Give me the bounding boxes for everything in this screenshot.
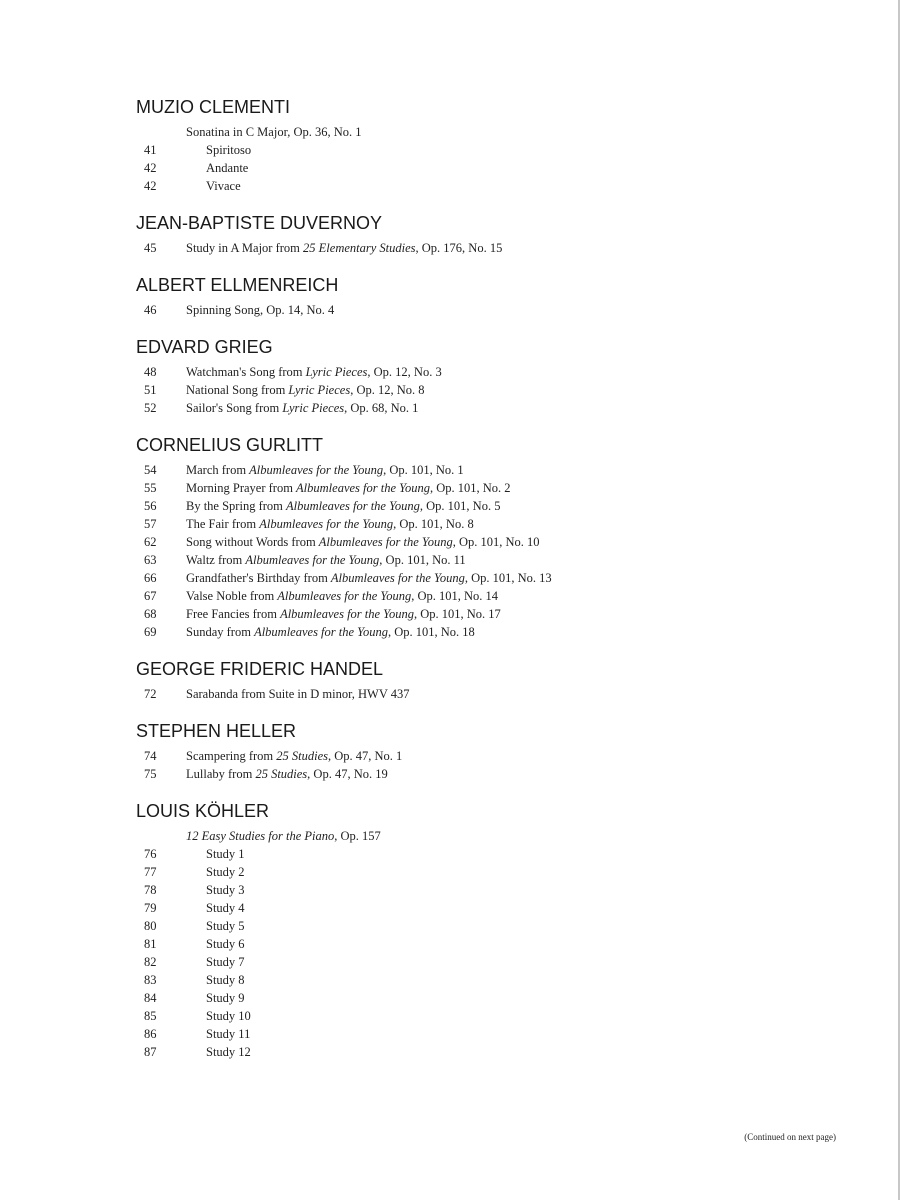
piece-title [206,953,245,971]
page-number: 79 [144,901,157,915]
composer-heading: ALBERT ELLMENREICH [136,275,339,295]
toc-entry [136,1007,856,1025]
title-text: , Op. 68, No. 1 [344,401,419,415]
toc-entry [136,1025,856,1043]
title-text: , Op. 101, No. 2 [429,481,511,495]
work-title-italic: 25 Studies [276,749,328,763]
piece-title [186,827,381,845]
composer-heading: EDVARD GRIEG [136,337,273,357]
page-number: 81 [144,937,157,951]
title-text: , Op. 101, No. 5 [419,499,501,513]
title-text: Spiritoso [206,143,252,157]
toc-entry [136,917,856,935]
toc-entry [136,899,856,917]
page-number: 57 [144,517,157,531]
page-number: 75 [144,767,157,781]
page-number: 76 [144,847,157,861]
title-text: Sarabanda from Suite in D minor, HWV 437 [186,687,410,701]
piece-title [186,685,410,703]
piece-title [186,363,442,381]
page-number: 63 [144,553,157,567]
title-text: Valse Noble from [186,589,278,603]
piece-title [206,845,245,863]
title-text: , Op. 101, No. 1 [383,463,464,477]
title-text: Morning Prayer from [186,481,297,495]
toc-entry [136,881,856,899]
page-number: 68 [144,607,157,621]
page-number: 55 [144,481,157,495]
toc-entry [136,497,856,515]
page-number: 74 [144,749,157,763]
title-text: , Op. 101, No. 8 [393,517,474,531]
title-text: Lullaby from [186,767,256,781]
piece-title [206,899,245,917]
title-text: , Op. 101, No. 11 [379,553,466,567]
toc-entry [136,461,856,479]
piece-title [186,497,500,515]
piece-title [206,1025,250,1043]
page-number: 86 [144,1027,157,1041]
title-text: , Op. 12, No. 3 [367,365,442,379]
page-number: 66 [144,571,157,585]
composer-heading: GEORGE FRIDERIC HANDEL [136,659,384,679]
composer-section [136,212,856,257]
toc-entry [136,747,856,765]
title-text: Study 2 [206,865,245,879]
title-text: Study 11 [206,1027,251,1041]
title-text: Study 9 [206,991,245,1005]
page-number: 78 [144,883,157,897]
piece-title [186,461,464,479]
piece-title [186,399,418,417]
title-text: , Op. 157 [334,829,381,843]
piece-title [186,123,362,141]
work-title-italic: Albumleaves for the Young [296,481,430,495]
title-text: Sonatina in C Major, Op. 36, No. 1 [186,125,362,139]
toc-entry [136,515,856,533]
continued-note: (Continued on next page) [744,1132,836,1142]
page-number: 84 [144,991,157,1005]
page-number: 46 [144,303,157,317]
toc-entry [136,765,856,783]
composer-heading: MUZIO CLEMENTI [136,97,291,117]
title-text: Andante [206,161,249,175]
composer-heading: JEAN-BAPTISTE DUVERNOY [136,213,383,233]
composer-section [136,96,856,195]
toc-entry [136,863,856,881]
title-text: Study 10 [206,1009,251,1023]
title-text: By the Spring from [186,499,286,513]
piece-title [186,623,475,641]
title-text: , Op. 101, No. 17 [413,607,501,621]
piece-title [186,533,540,551]
collection-heading [136,123,856,141]
toc-entry [136,239,856,257]
page-number: 62 [144,535,157,549]
title-text: , Op. 101, No. 10 [452,535,540,549]
page-number: 45 [144,241,157,255]
page-number: 80 [144,919,157,933]
composer-heading: STEPHEN HELLER [136,721,297,741]
page-number: 48 [144,365,157,379]
title-text: Song without Words from [186,535,319,549]
title-text: Study 7 [206,955,245,969]
toc-entry [136,381,856,399]
piece-title [206,881,245,899]
page-number: 56 [144,499,157,513]
piece-title [186,301,334,319]
title-text: Sailor's Song from [186,401,283,415]
page-number: 42 [144,161,157,175]
title-text: National Song from [186,383,289,397]
work-title-italic: 12 Easy Studies for the Piano [186,829,335,843]
piece-title [186,765,388,783]
piece-title [206,1007,251,1025]
table-of-contents [136,96,856,1078]
piece-title [206,989,245,1007]
title-text: , Op. 47, No. 19 [307,767,388,781]
page-number: 69 [144,625,157,639]
collection-heading [136,827,856,845]
piece-title [206,863,245,881]
toc-entry [136,399,856,417]
piece-title [186,551,466,569]
title-text: The Fair from [186,517,260,531]
toc-entry [136,551,856,569]
composer-section [136,800,856,1061]
title-text: , Op. 101, No. 13 [464,571,552,585]
piece-title [186,381,425,399]
piece-title [186,587,498,605]
title-text: Study 12 [206,1045,251,1059]
piece-title [186,605,501,623]
work-title-italic: Lyric Pieces [288,383,351,397]
title-text: Study in A Major from [186,241,304,255]
toc-entry [136,177,856,195]
toc-entry [136,935,856,953]
page-number: 41 [144,143,157,157]
title-text: Free Fancies from [186,607,281,621]
title-text: , Op. 101, No. 18 [387,625,475,639]
piece-title [206,159,248,177]
piece-title [206,141,251,159]
toc-entry [136,971,856,989]
work-title-italic: Lyric Pieces [305,365,368,379]
composer-heading: CORNELIUS GURLITT [136,435,324,455]
page-number: 52 [144,401,157,415]
toc-entry [136,953,856,971]
work-title-italic: Albumleaves for the Young [286,499,420,513]
work-title-italic: Albumleaves for the Young [254,625,388,639]
title-text: March from [186,463,250,477]
toc-entry [136,845,856,863]
title-text: Vivace [206,179,241,193]
title-text: Study 3 [206,883,245,897]
work-title-italic: Albumleaves for the Young [249,463,384,477]
work-title-italic: 25 Elementary Studies [303,241,416,255]
title-text: Grandfather's Birthday from [186,571,331,585]
piece-title [186,515,474,533]
title-text: Spinning Song, Op. 14, No. 4 [186,303,335,317]
piece-title [206,935,245,953]
title-text: , Op. 101, No. 14 [411,589,499,603]
toc-entry [136,685,856,703]
title-text: Study 1 [206,847,245,861]
composer-heading: LOUIS KÖHLER [136,801,270,821]
piece-title [206,177,241,195]
title-text: Sunday from [186,625,255,639]
title-text: , Op. 12, No. 8 [350,383,425,397]
toc-entry [136,159,856,177]
title-text: , Op. 176, No. 15 [415,241,503,255]
title-text: , Op. 47, No. 1 [328,749,403,763]
title-text: Study 8 [206,973,245,987]
work-title-italic: Albumleaves for the Young [318,535,453,549]
page-number: 85 [144,1009,157,1023]
title-text: Scampering from [186,749,277,763]
piece-title [186,239,502,257]
page-number: 82 [144,955,157,969]
page-number: 72 [144,687,157,701]
toc-entry [136,141,856,159]
toc-entry [136,623,856,641]
composer-section [136,720,856,783]
work-title-italic: Albumleaves for the Young [277,589,412,603]
composer-section [136,336,856,417]
title-text: Waltz from [186,553,246,567]
piece-title [206,971,245,989]
page-number: 54 [144,463,157,477]
toc-entry [136,363,856,381]
toc-entry [136,587,856,605]
page-number: 77 [144,865,157,879]
title-text: Study 5 [206,919,245,933]
toc-entry [136,569,856,587]
toc-entry [136,989,856,1007]
title-text: Watchman's Song from [186,365,306,379]
composer-section [136,274,856,319]
piece-title [186,479,511,497]
work-title-italic: Albumleaves for the Young [245,553,380,567]
title-text: Study 6 [206,937,245,951]
piece-title [186,569,552,587]
title-text: Study 4 [206,901,245,915]
piece-title [186,747,402,765]
page-number: 67 [144,589,157,603]
work-title-italic: 25 Studies [255,767,308,781]
toc-entry [136,1043,856,1061]
page-number: 42 [144,179,157,193]
work-title-italic: Albumleaves for the Young [330,571,465,585]
work-title-italic: Albumleaves for the Young [259,517,394,531]
toc-entry [136,479,856,497]
composer-section [136,658,856,703]
work-title-italic: Lyric Pieces [282,401,345,415]
toc-entry [136,301,856,319]
page-number: 83 [144,973,157,987]
composer-section [136,434,856,641]
piece-title [206,917,245,935]
page-number: 51 [144,383,157,397]
page-number: 87 [144,1045,157,1059]
toc-entry [136,533,856,551]
work-title-italic: Albumleaves for the Young [280,607,414,621]
toc-entry [136,605,856,623]
piece-title [206,1043,251,1061]
